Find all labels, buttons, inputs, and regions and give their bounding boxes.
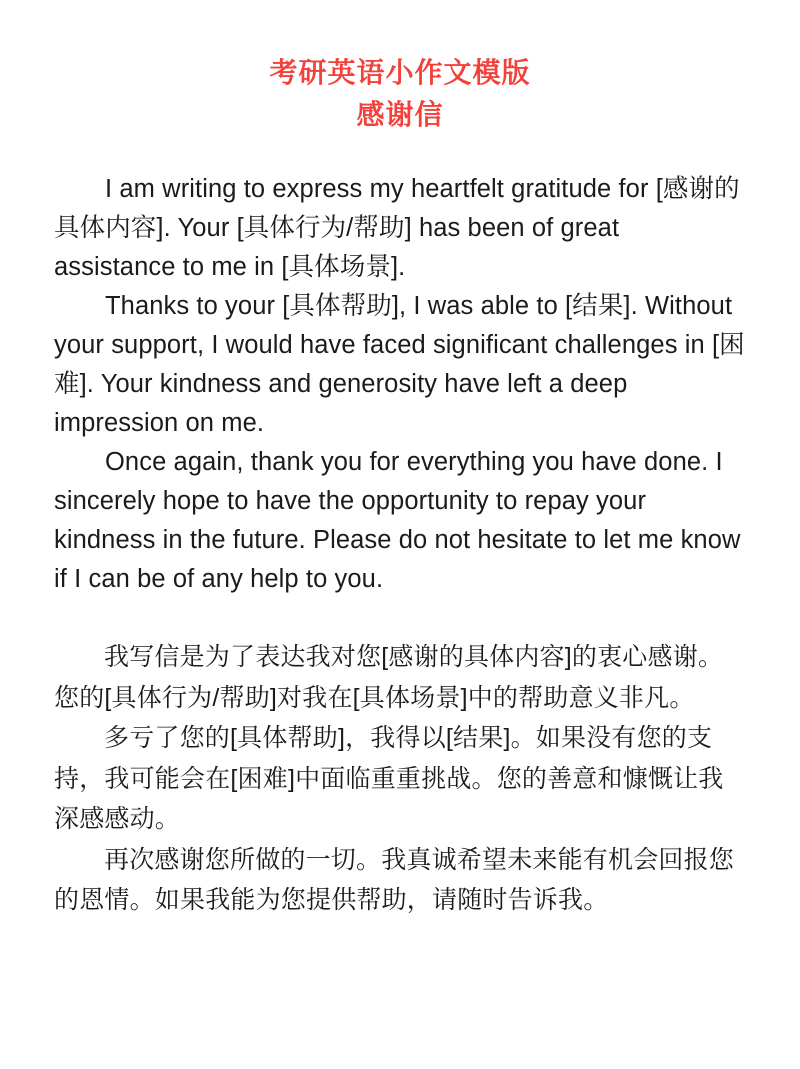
chinese-paragraph-3: 再次感谢您所做的一切。我真诚希望未来能有机会回报您的恩情。如果我能为您提供帮助，请随时告诉我。: [54, 845, 735, 914]
chinese-paragraph-1: 我写信是为了表达我对您[感谢的具体内容]的衷心感谢。您的[具体行为/帮助]对我在[具体场景]中的帮助意义非凡。: [54, 643, 724, 712]
english-body: [54, 170, 746, 599]
english-paragraph-1: I am writing to express my heartfelt gratitude for [感谢的具体内容]. Your [具体行为/帮助] has been of great assistance to me in [具体场景].: [54, 175, 740, 281]
document-title: [54, 52, 746, 136]
chinese-paragraph-2: 多亏了您的[具体帮助]，我得以[结果]。如果没有您的支持，我可能会在[困难]中面临重重挑战。您的善意和慷慨让我深感感动。: [54, 724, 724, 833]
chinese-body: [54, 637, 746, 921]
english-paragraph-3: Once again, thank you for everything you have done. I sincerely hope to have the opportunity to repay your kindness in the future. Please do not hesitate to let me know if I can be of any help to you.: [54, 448, 741, 593]
title-line-sub: 感谢信: [356, 99, 444, 130]
title-line-main: 考研英语小作文模版: [269, 57, 531, 88]
section-divider: [54, 599, 746, 637]
english-paragraph-2: Thanks to your [具体帮助], I was able to [结果]. Without your support, I would have faced significant challenges in [困难]. Your kindness and generosity have left a deep impression on me.: [54, 292, 745, 437]
